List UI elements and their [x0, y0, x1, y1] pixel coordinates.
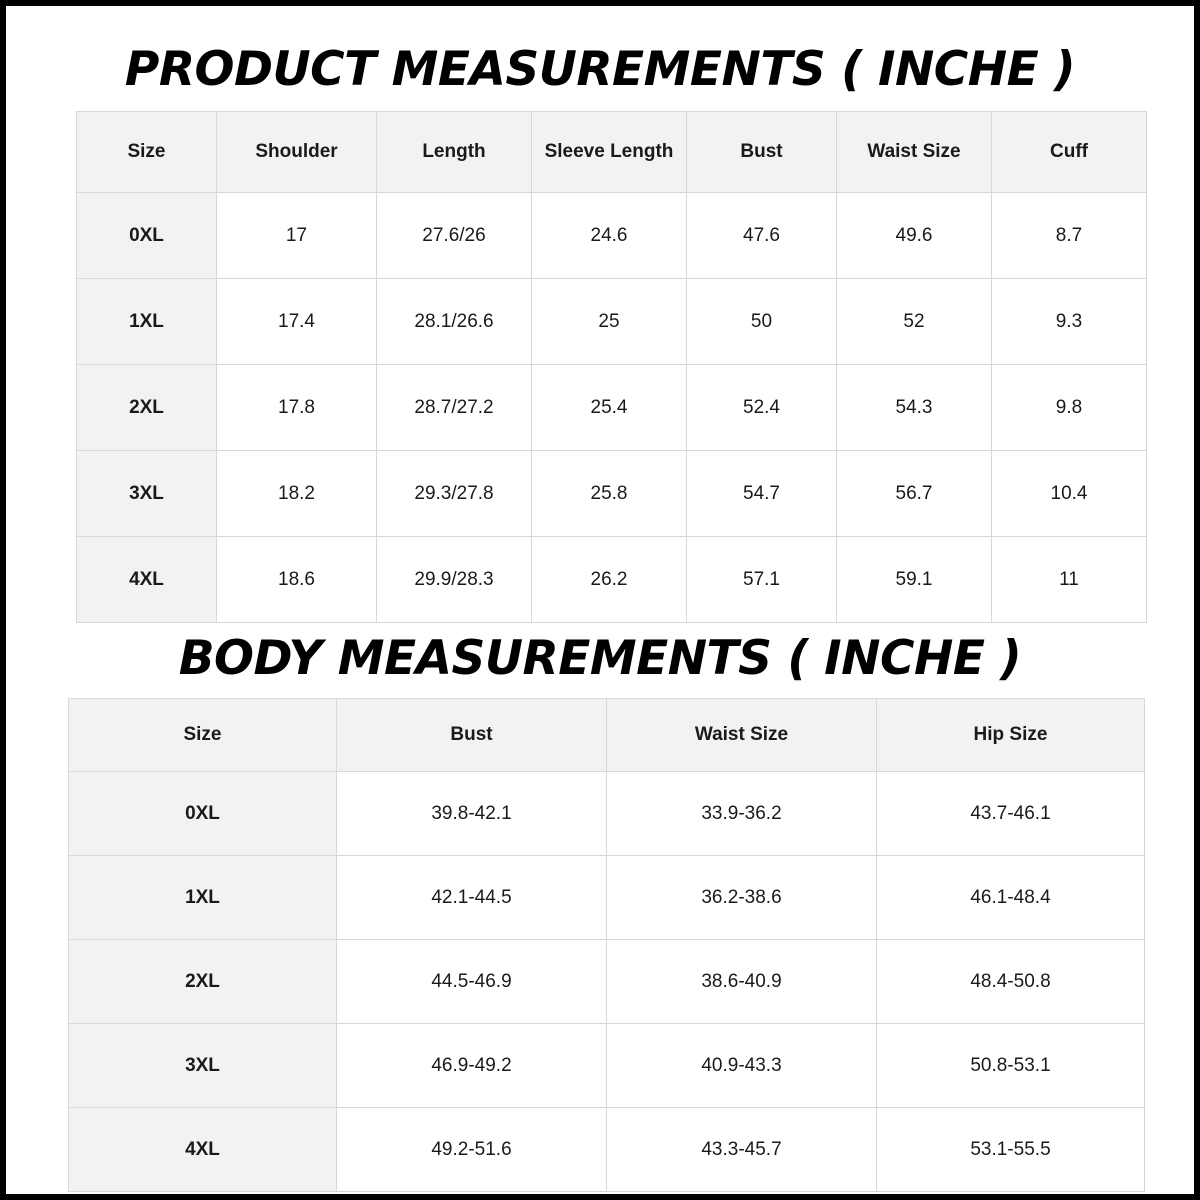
- table-row: [69, 1024, 1145, 1108]
- product-table-header: [77, 112, 1147, 193]
- cell-bust: 42.1-44.5: [337, 856, 607, 940]
- cell-sleeve-length: 24.6: [532, 193, 687, 279]
- cell-length: 28.1/26.6: [377, 279, 532, 365]
- table-row: [77, 451, 1147, 537]
- cell-bust: 57.1: [687, 537, 837, 623]
- cell-waist-size: 59.1: [837, 537, 992, 623]
- table-row: [69, 772, 1145, 856]
- table-row: [77, 537, 1147, 623]
- cell-sleeve-length: 25.8: [532, 451, 687, 537]
- cell-size: 4XL: [77, 537, 217, 623]
- cell-shoulder: 17.4: [217, 279, 377, 365]
- product-measurements-title: PRODUCT MEASUREMENTS ( INCHE ): [124, 42, 1076, 97]
- cell-length: 29.3/27.8: [377, 451, 532, 537]
- column-header-size: Size: [69, 699, 337, 772]
- cell-waist-size: 54.3: [837, 365, 992, 451]
- column-header-waist-size: Waist Size: [837, 112, 992, 193]
- column-header-shoulder: Shoulder: [217, 112, 377, 193]
- cell-hip-size: 48.4-50.8: [877, 940, 1145, 1024]
- body-table-header: [69, 699, 1145, 772]
- cell-bust: 54.7: [687, 451, 837, 537]
- cell-sleeve-length: 25: [532, 279, 687, 365]
- cell-cuff: 11: [992, 537, 1147, 623]
- column-header-sleeve-length: Sleeve Length: [532, 112, 687, 193]
- cell-bust: 52.4: [687, 365, 837, 451]
- cell-bust: 50: [687, 279, 837, 365]
- cell-sleeve-length: 26.2: [532, 537, 687, 623]
- cell-bust: 39.8-42.1: [337, 772, 607, 856]
- cell-hip-size: 46.1-48.4: [877, 856, 1145, 940]
- cell-cuff: 8.7: [992, 193, 1147, 279]
- cell-size: 2XL: [77, 365, 217, 451]
- cell-waist-size: 36.2-38.6: [607, 856, 877, 940]
- table-header-row: [69, 699, 1145, 772]
- body-measurements-table: [68, 698, 1145, 1192]
- cell-waist-size: 33.9-36.2: [607, 772, 877, 856]
- cell-size: 2XL: [69, 940, 337, 1024]
- body-measurements-title: BODY MEASUREMENTS ( INCHE ): [178, 631, 1022, 686]
- table-row: [77, 193, 1147, 279]
- cell-shoulder: 17: [217, 193, 377, 279]
- cell-shoulder: 17.8: [217, 365, 377, 451]
- cell-length: 28.7/27.2: [377, 365, 532, 451]
- cell-bust: 49.2-51.6: [337, 1108, 607, 1192]
- cell-size: 1XL: [69, 856, 337, 940]
- cell-bust: 46.9-49.2: [337, 1024, 607, 1108]
- cell-size: 0XL: [77, 193, 217, 279]
- product-measurements-section: [6, 6, 1194, 623]
- table-row: [69, 940, 1145, 1024]
- cell-size: 3XL: [69, 1024, 337, 1108]
- cell-cuff: 9.8: [992, 365, 1147, 451]
- column-header-waist-size: Waist Size: [607, 699, 877, 772]
- cell-size: 0XL: [69, 772, 337, 856]
- table-row: [69, 1108, 1145, 1192]
- cell-cuff: 9.3: [992, 279, 1147, 365]
- cell-hip-size: 50.8-53.1: [877, 1024, 1145, 1108]
- cell-hip-size: 43.7-46.1: [877, 772, 1145, 856]
- cell-shoulder: 18.2: [217, 451, 377, 537]
- table-row: [69, 856, 1145, 940]
- cell-length: 29.9/28.3: [377, 537, 532, 623]
- cell-waist-size: 52: [837, 279, 992, 365]
- cell-waist-size: 56.7: [837, 451, 992, 537]
- cell-waist-size: 49.6: [837, 193, 992, 279]
- cell-waist-size: 43.3-45.7: [607, 1108, 877, 1192]
- cell-size: 3XL: [77, 451, 217, 537]
- column-header-length: Length: [377, 112, 532, 193]
- cell-waist-size: 38.6-40.9: [607, 940, 877, 1024]
- column-header-cuff: Cuff: [992, 112, 1147, 193]
- cell-bust: 44.5-46.9: [337, 940, 607, 1024]
- column-header-bust: Bust: [687, 112, 837, 193]
- cell-size: 4XL: [69, 1108, 337, 1192]
- column-header-bust: Bust: [337, 699, 607, 772]
- cell-hip-size: 53.1-55.5: [877, 1108, 1145, 1192]
- cell-bust: 47.6: [687, 193, 837, 279]
- product-table-body: [77, 193, 1147, 623]
- cell-sleeve-length: 25.4: [532, 365, 687, 451]
- cell-cuff: 10.4: [992, 451, 1147, 537]
- table-row: [77, 365, 1147, 451]
- product-measurements-table: [76, 111, 1147, 623]
- cell-length: 27.6/26: [377, 193, 532, 279]
- body-measurements-section: [6, 627, 1194, 1192]
- table-header-row: [77, 112, 1147, 193]
- cell-shoulder: 18.6: [217, 537, 377, 623]
- body-table-body: [69, 772, 1145, 1192]
- cell-size: 1XL: [77, 279, 217, 365]
- cell-waist-size: 40.9-43.3: [607, 1024, 877, 1108]
- table-row: [77, 279, 1147, 365]
- column-header-size: Size: [77, 112, 217, 193]
- column-header-hip-size: Hip Size: [877, 699, 1145, 772]
